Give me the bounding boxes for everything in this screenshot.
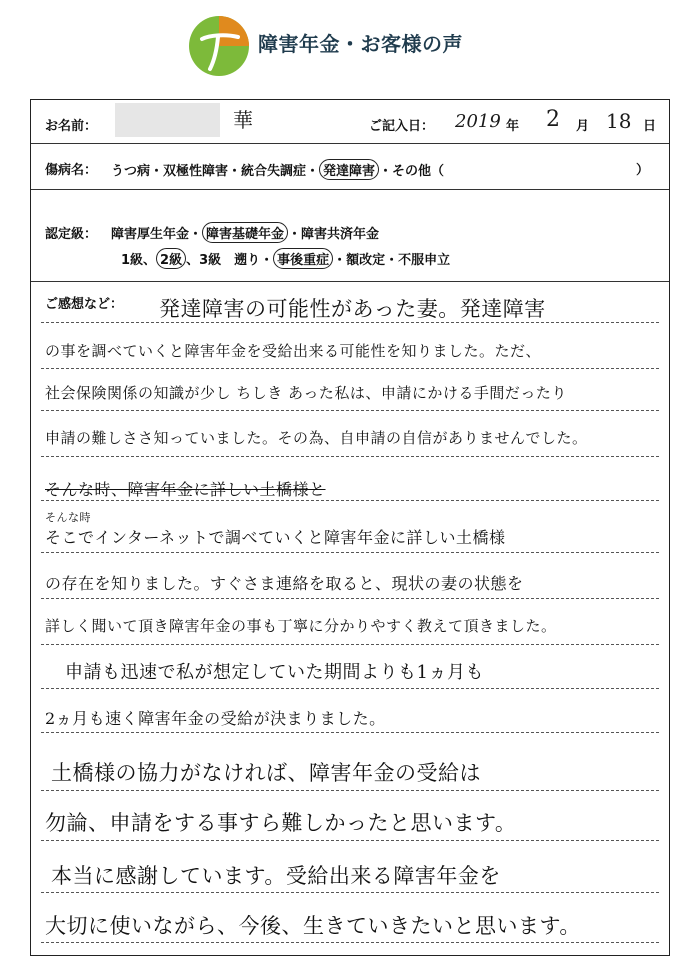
cert-pension [111,222,379,243]
cert-grade [121,248,450,269]
rule-line [41,500,659,501]
cert-grade3: 、3級 遡り・ [186,253,274,268]
rule-line [41,688,659,689]
comment-line: の事を調べていくと障害年金を受給出来る可能性を知りました。ただ、 [45,342,542,360]
rule-line [41,410,659,411]
cert-pension-selected: 障害基礎年金 [202,222,288,243]
comment-line: 本当に感謝しています。受給出来る障害年金を [51,864,501,888]
rule-line [41,644,659,645]
disease-close: ） [636,163,650,178]
rule-line [41,790,659,791]
comment-line: の存在を知りました。すぐさま連絡を取ると、現状の妻の状態を [45,574,524,593]
comment-insert: そんな時 [45,511,91,524]
cert-type-rest: ・額改定・不服申立 [333,253,451,268]
name-value: 華 [233,108,253,132]
date-year: 2019 [455,111,501,132]
comment-line: そこでインターネットで調べていくと障害年金に詳しい土橋様 [45,528,506,547]
date-year-unit: 年 [506,119,520,134]
comment-line: 社会保険関係の知識が少し ちしき あった私は、申請にかける手間だったり [45,384,567,402]
comment-line: 詳しく聞いて頂き障害年金の事も丁寧に分かりやすく教えて頂きました。 [45,617,557,635]
comment-line: 土橋様の協力がなければ、障害年金の受給は [51,761,481,785]
cert-label: 認定級： [45,227,98,242]
leaf-logo-icon [188,15,250,77]
rule-line [41,942,659,943]
page-title: 障害年金・お客様の声 [258,32,463,56]
comment-line: 発達障害の可能性があった妻。発達障害 [159,297,546,321]
disease-label: 傷病名： [45,163,98,178]
rule-line [41,552,659,553]
comment-label: ご感想など： [45,297,124,312]
cert-grade-selected: 2級 [156,248,186,269]
name-date-row [31,100,669,144]
cert-pension3: ・障害共済年金 [288,227,380,242]
rule-line [41,456,659,457]
cert-pension1: 障害厚生年金・ [111,227,203,242]
cert-grade1: 1級、 [121,253,157,268]
date-month: 2 [546,107,560,132]
date-day-unit: 日 [643,119,657,134]
disease-selected: 発達障害 [319,159,379,180]
disease-opt3: ・その他（ [379,164,445,179]
disease-opt1: うつ病・双極性障害・統合失調症・ [111,164,320,179]
certification-row [31,190,669,282]
redacted-name [115,103,220,137]
voice-form [30,99,670,956]
disease-row [31,144,669,190]
comment-line: 2ヵ月も速く障害年金の受給が決まりました。 [45,709,386,728]
date-month-unit: 月 [576,119,590,134]
disease-options [111,159,444,180]
rule-line [41,840,659,841]
rule-line [41,598,659,599]
comment-line: 申請の難しささ知っていました。その為、自申請の自信がありませんでした。 [45,429,588,447]
comment-line: 勿論、申請をする事すら難しかったと思います。 [45,811,517,835]
rule-line [41,322,659,323]
comment-line: 申請も迅速で私が想定していた期間よりも1ヵ月も [65,662,484,683]
cert-type-selected: 事後重症 [273,248,333,269]
name-label: お名前： [45,119,98,134]
date-day: 18 [606,109,632,133]
rule-line [41,368,659,369]
rule-line [41,892,659,893]
page-header [0,0,697,92]
date-label: ご記入日： [369,119,435,134]
rule-line [41,732,659,733]
comment-line: 大切に使いながら、今後、生きていきたいと思います。 [45,914,581,938]
comment-line-struck: そんな時、障害年金に詳しい土橋様と [45,480,326,499]
